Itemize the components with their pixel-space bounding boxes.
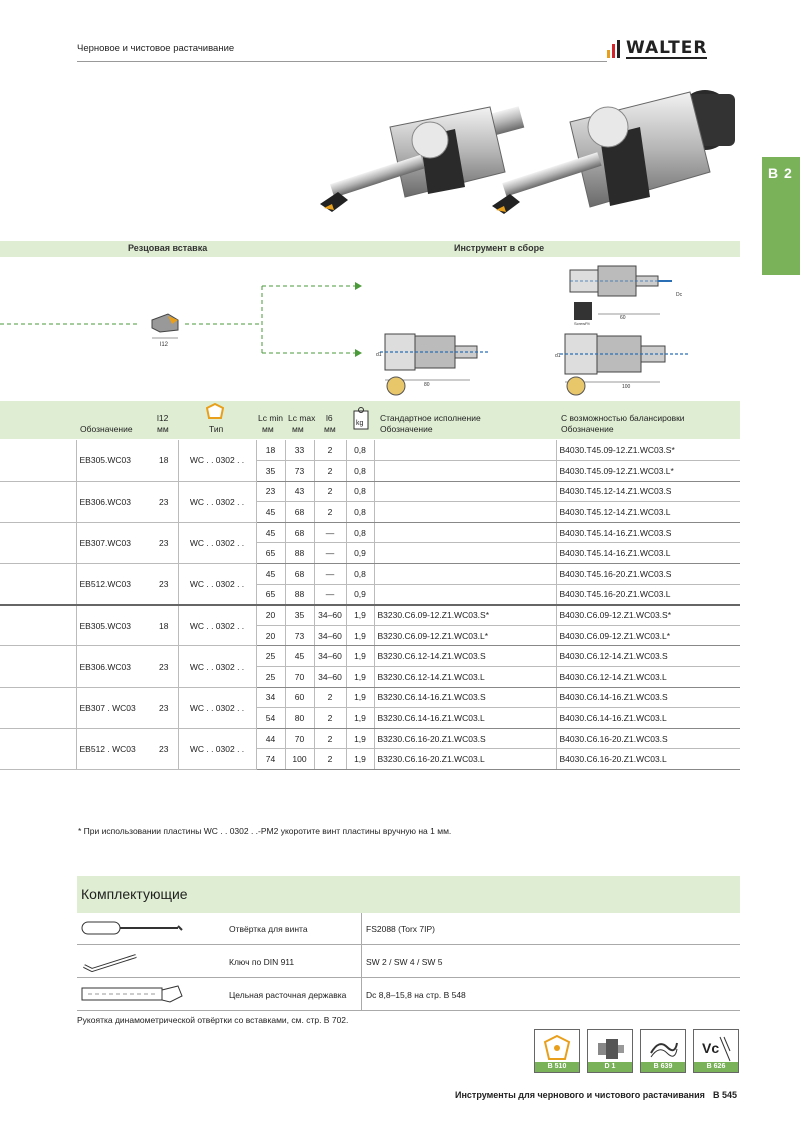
lcmax-cell: 70 <box>285 728 314 749</box>
kg-cell: 0,8 <box>346 461 374 482</box>
col-std-title: Стандартное исполнение <box>380 413 481 423</box>
type-cell: WC . . 0302 . . <box>178 646 256 687</box>
std-code-cell: B3230.C6.14-16.Z1.WC03.S <box>374 687 556 708</box>
accessory-label: Цельная расточная державка <box>229 990 347 1000</box>
std-code-cell: B3230.C6.09-12.Z1.WC03.S* <box>374 605 556 626</box>
table-row <box>0 687 740 708</box>
col-lcmin-unit: мм <box>262 424 274 434</box>
table-row <box>0 564 740 585</box>
bal-code-cell: B4030.T45.12-14.Z1.WC03.L <box>556 502 740 523</box>
col-l6-unit: мм <box>324 424 336 434</box>
kg-cell: 1,9 <box>346 605 374 626</box>
l6-cell: — <box>314 584 346 605</box>
product-photo-right <box>490 82 740 222</box>
logo-text: WALTER <box>626 38 708 58</box>
l6-cell: 2 <box>314 481 346 502</box>
std-code-cell <box>374 522 556 543</box>
screwdriver-icon <box>78 918 188 940</box>
bal-code-cell: B4030.C6.09-12.Z1.WC03.L* <box>556 625 740 646</box>
std-code-cell <box>374 584 556 605</box>
table-row <box>0 481 740 502</box>
bal-code-cell: B4030.T45.14-16.Z1.WC03.L <box>556 543 740 564</box>
l12-cell: 23 <box>150 687 178 728</box>
table-row <box>0 522 740 543</box>
row-spacer <box>0 605 76 646</box>
svg-text:80: 80 <box>424 382 430 388</box>
lcmin-cell: 44 <box>256 728 285 749</box>
table-row <box>0 440 740 461</box>
kg-cell: 0,9 <box>346 543 374 564</box>
insert-section-label: Резцовая вставка <box>128 243 208 253</box>
l6-cell: — <box>314 543 346 564</box>
bal-code-cell: B4030.T45.12-14.Z1.WC03.S <box>556 481 740 502</box>
l6-cell: 2 <box>314 708 346 729</box>
lcmin-cell: 35 <box>256 461 285 482</box>
type-cell: WC . . 0302 . . <box>178 687 256 728</box>
reference-label: B 626 <box>694 1062 738 1072</box>
bal-code-cell: B4030.T45.14-16.Z1.WC03.S <box>556 522 740 543</box>
l6-cell: 34–60 <box>314 646 346 667</box>
std-code-cell <box>374 502 556 523</box>
std-code-cell: B3230.C6.16-20.Z1.WC03.L <box>374 749 556 770</box>
accessory-label: Отвёртка для винта <box>229 924 308 934</box>
reference-label: B 510 <box>535 1062 579 1072</box>
reference-coolant[interactable] <box>640 1029 686 1073</box>
bal-code-cell: B4030.C6.14-16.Z1.WC03.S <box>556 687 740 708</box>
reference-label: B 639 <box>641 1062 685 1072</box>
col-lcmin: Lc min <box>258 413 284 423</box>
bal-code-cell: B4030.C6.12-14.Z1.WC03.S <box>556 646 740 667</box>
svg-text:60: 60 <box>620 315 626 321</box>
assembly-section-label: Инструмент в сборе <box>454 243 545 253</box>
std-code-cell <box>374 481 556 502</box>
lcmax-cell: 73 <box>285 625 314 646</box>
l6-cell: — <box>314 522 346 543</box>
chapter-tab[interactable] <box>762 157 800 275</box>
col-type: Тип <box>209 424 224 434</box>
reference-adaptor[interactable] <box>587 1029 633 1073</box>
logo-bars-icon <box>607 40 622 58</box>
col-lcmax-unit: мм <box>292 424 304 434</box>
std-code-cell <box>374 461 556 482</box>
svg-text:Vc: Vc <box>702 1040 720 1056</box>
lcmin-cell: 45 <box>256 564 285 585</box>
std-code-cell <box>374 564 556 585</box>
bal-code-cell: B4030.T45.16-20.Z1.WC03.S <box>556 564 740 585</box>
kg-cell: 0,8 <box>346 440 374 461</box>
lcmax-cell: 43 <box>285 481 314 502</box>
table-header <box>0 401 740 439</box>
lcmin-cell: 65 <box>256 543 285 564</box>
type-cell: WC . . 0302 . . <box>178 605 256 646</box>
reference-label: D 1 <box>588 1062 632 1072</box>
assembly-drawing-bottom-right <box>555 334 690 395</box>
type-cell: WC . . 0302 . . <box>178 440 256 481</box>
l6-cell: 2 <box>314 687 346 708</box>
bal-code-cell: B4030.T45.09-12.Z1.WC03.L* <box>556 461 740 482</box>
lcmax-cell: 68 <box>285 564 314 585</box>
bal-code-cell: B4030.C6.16-20.Z1.WC03.S <box>556 728 740 749</box>
l12-cell: 23 <box>150 564 178 605</box>
l12-label: l12 <box>160 342 169 348</box>
l6-cell: 2 <box>314 461 346 482</box>
boring-bar-icon <box>78 982 188 1008</box>
adaptor-icon <box>594 1033 626 1063</box>
designation-cell: EB512.WC03 <box>76 564 150 605</box>
kg-cell: 0,8 <box>346 564 374 585</box>
std-code-cell <box>374 440 556 461</box>
lcmax-cell: 68 <box>285 502 314 523</box>
walter-logo <box>607 38 742 60</box>
lcmax-cell: 100 <box>285 749 314 770</box>
type-cell: WC . . 0302 . . <box>178 522 256 563</box>
l6-cell: 34–60 <box>314 625 346 646</box>
lcmax-cell: 73 <box>285 461 314 482</box>
footnote: * При использовании пластины WC . . 0302 . .-PM2 укоротите винт пластины вручную на 1 мм. <box>78 826 452 836</box>
accessories-band <box>77 876 740 913</box>
accessories-note: Рукоятка динамометрической отвёртки со вставками, см. стр. B 702. <box>77 1015 349 1025</box>
header-rule <box>77 61 607 62</box>
std-code-cell: B3230.C6.12-14.Z1.WC03.S <box>374 646 556 667</box>
table-row <box>0 728 740 749</box>
kg-cell: 0,8 <box>346 522 374 543</box>
l6-cell: 2 <box>314 728 346 749</box>
lcmin-cell: 18 <box>256 440 285 461</box>
lcmax-cell: 45 <box>285 646 314 667</box>
std-code-cell <box>374 543 556 564</box>
col-bal-sub: Обозначение <box>561 424 614 434</box>
insert-type-icon <box>206 403 224 421</box>
type-cell: WC . . 0302 . . <box>178 564 256 605</box>
l12-cell: 23 <box>150 481 178 522</box>
svg-text:d1: d1 <box>555 353 561 359</box>
l12-cell: 23 <box>150 728 178 769</box>
assembly-drawing-top-right <box>570 266 683 326</box>
row-spacer <box>0 522 76 563</box>
l12-cell: 18 <box>150 440 178 481</box>
hex-key-icon <box>78 948 188 976</box>
lcmin-cell: 23 <box>256 481 285 502</box>
lcmin-cell: 54 <box>256 708 285 729</box>
kg-cell: 1,9 <box>346 625 374 646</box>
svg-text:ScrewFit: ScrewFit <box>574 321 590 326</box>
svg-text:100: 100 <box>622 384 631 390</box>
std-code-cell: B3230.C6.09-12.Z1.WC03.L* <box>374 625 556 646</box>
bal-code-cell: B4030.C6.14-16.Z1.WC03.L <box>556 708 740 729</box>
kg-cell: 1,9 <box>346 687 374 708</box>
designation-cell: EB306.WC03 <box>76 481 150 522</box>
accessory-value: SW 2 / SW 4 / SW 5 <box>366 957 443 967</box>
col-l12: l12 <box>157 413 169 423</box>
designation-cell: EB512 . WC03 <box>76 728 150 769</box>
reference-insert[interactable] <box>534 1029 580 1073</box>
lcmax-cell: 60 <box>285 687 314 708</box>
l6-cell: 2 <box>314 749 346 770</box>
bal-code-cell: B4030.T45.16-20.Z1.WC03.L <box>556 584 740 605</box>
kg-cell: 0,8 <box>346 502 374 523</box>
bal-code-cell: B4030.C6.12-14.Z1.WC03.L <box>556 667 740 688</box>
lcmin-cell: 25 <box>256 646 285 667</box>
l12-cell: 23 <box>150 522 178 563</box>
product-table <box>0 440 740 770</box>
lcmax-cell: 35 <box>285 605 314 626</box>
bal-code-cell: B4030.T45.09-12.Z1.WC03.S* <box>556 440 740 461</box>
col-l6: l6 <box>326 413 333 423</box>
l12-cell: 23 <box>150 646 178 687</box>
coolant-icon <box>647 1033 679 1063</box>
lcmin-cell: 25 <box>256 667 285 688</box>
lcmax-cell: 88 <box>285 543 314 564</box>
lcmin-cell: 74 <box>256 749 285 770</box>
l6-cell: 2 <box>314 440 346 461</box>
lcmin-cell: 45 <box>256 502 285 523</box>
l6-cell: 2 <box>314 502 346 523</box>
table-row <box>0 646 740 667</box>
kg-cell: 0,8 <box>346 481 374 502</box>
assembly-drawing-middle <box>376 334 488 395</box>
accessory-value: Dc 8,8–15,8 на стр. B 548 <box>366 990 466 1000</box>
kg-cell: 1,9 <box>346 646 374 667</box>
std-code-cell: B3230.C6.16-20.Z1.WC03.S <box>374 728 556 749</box>
col-std-sub: Обозначение <box>380 424 433 434</box>
lcmin-cell: 20 <box>256 625 285 646</box>
lcmax-cell: 80 <box>285 708 314 729</box>
svg-text:d1: d1 <box>376 352 382 358</box>
page-number: B 545 <box>713 1090 738 1100</box>
designation-cell: EB307.WC03 <box>76 522 150 563</box>
row-spacer <box>0 481 76 522</box>
type-cell: WC . . 0302 . . <box>178 481 256 522</box>
bal-code-cell: B4030.C6.16-20.Z1.WC03.L <box>556 749 740 770</box>
l12-cell: 18 <box>150 605 178 646</box>
accessory-value: FS2088 (Torx 7IP) <box>366 924 435 934</box>
designation-cell: EB305.WC03 <box>76 605 150 646</box>
std-code-cell: B3230.C6.14-16.Z1.WC03.L <box>374 708 556 729</box>
kg-cell: 0,9 <box>346 584 374 605</box>
row-spacer <box>0 728 76 769</box>
type-cell: WC . . 0302 . . <box>178 728 256 769</box>
l6-cell: 34–60 <box>314 667 346 688</box>
assembly-schematic <box>0 262 740 402</box>
arrow-icon-bottom <box>355 349 362 357</box>
page-header-title: Черновое и чистовое растачивание <box>77 43 235 54</box>
row-spacer <box>0 646 76 687</box>
insert-icon <box>541 1033 573 1063</box>
std-code-cell: B3230.C6.12-14.Z1.WC03.L <box>374 667 556 688</box>
row-spacer <box>0 564 76 605</box>
l6-cell: 34–60 <box>314 605 346 626</box>
lcmax-cell: 33 <box>285 440 314 461</box>
kg-cell: 1,9 <box>346 749 374 770</box>
col-kg: kg <box>356 420 364 427</box>
lcmin-cell: 45 <box>256 522 285 543</box>
chapter-tab-label: B 2 <box>768 165 793 181</box>
reference-cutting-data[interactable] <box>693 1029 739 1073</box>
accessory-divider <box>361 913 362 1011</box>
lcmax-cell: 88 <box>285 584 314 605</box>
footer-text: Инструменты для чернового и чистового растачивания <box>455 1090 705 1100</box>
lcmin-cell: 20 <box>256 605 285 626</box>
accessories-title: Комплектующие <box>81 886 188 902</box>
lcmin-cell: 65 <box>256 584 285 605</box>
col-l12-unit: мм <box>157 424 169 434</box>
designation-cell: EB306.WC03 <box>76 646 150 687</box>
l6-cell: — <box>314 564 346 585</box>
designation-cell: EB305.WC03 <box>76 440 150 481</box>
lcmax-cell: 70 <box>285 667 314 688</box>
row-spacer <box>0 440 76 481</box>
svg-text:Dc: Dc <box>676 292 683 298</box>
col-bal-title: С возможностью балансировки <box>561 413 685 423</box>
kg-cell: 1,9 <box>346 708 374 729</box>
bal-code-cell: B4030.C6.09-12.Z1.WC03.S* <box>556 605 740 626</box>
cutting-data-icon <box>700 1033 732 1063</box>
arrow-icon-top <box>355 282 362 290</box>
row-spacer <box>0 687 76 728</box>
kg-cell: 1,9 <box>346 667 374 688</box>
lcmax-cell: 68 <box>285 522 314 543</box>
section-header-band <box>0 241 740 257</box>
col-lcmax: Lc max <box>288 413 316 423</box>
col-designation: Обозначение <box>80 424 133 434</box>
lcmin-cell: 34 <box>256 687 285 708</box>
insert-drawing <box>152 314 178 348</box>
table-row <box>0 605 740 626</box>
accessory-label: Ключ по DIN 911 <box>229 957 295 967</box>
kg-cell: 1,9 <box>346 728 374 749</box>
designation-cell: EB307 . WC03 <box>76 687 150 728</box>
